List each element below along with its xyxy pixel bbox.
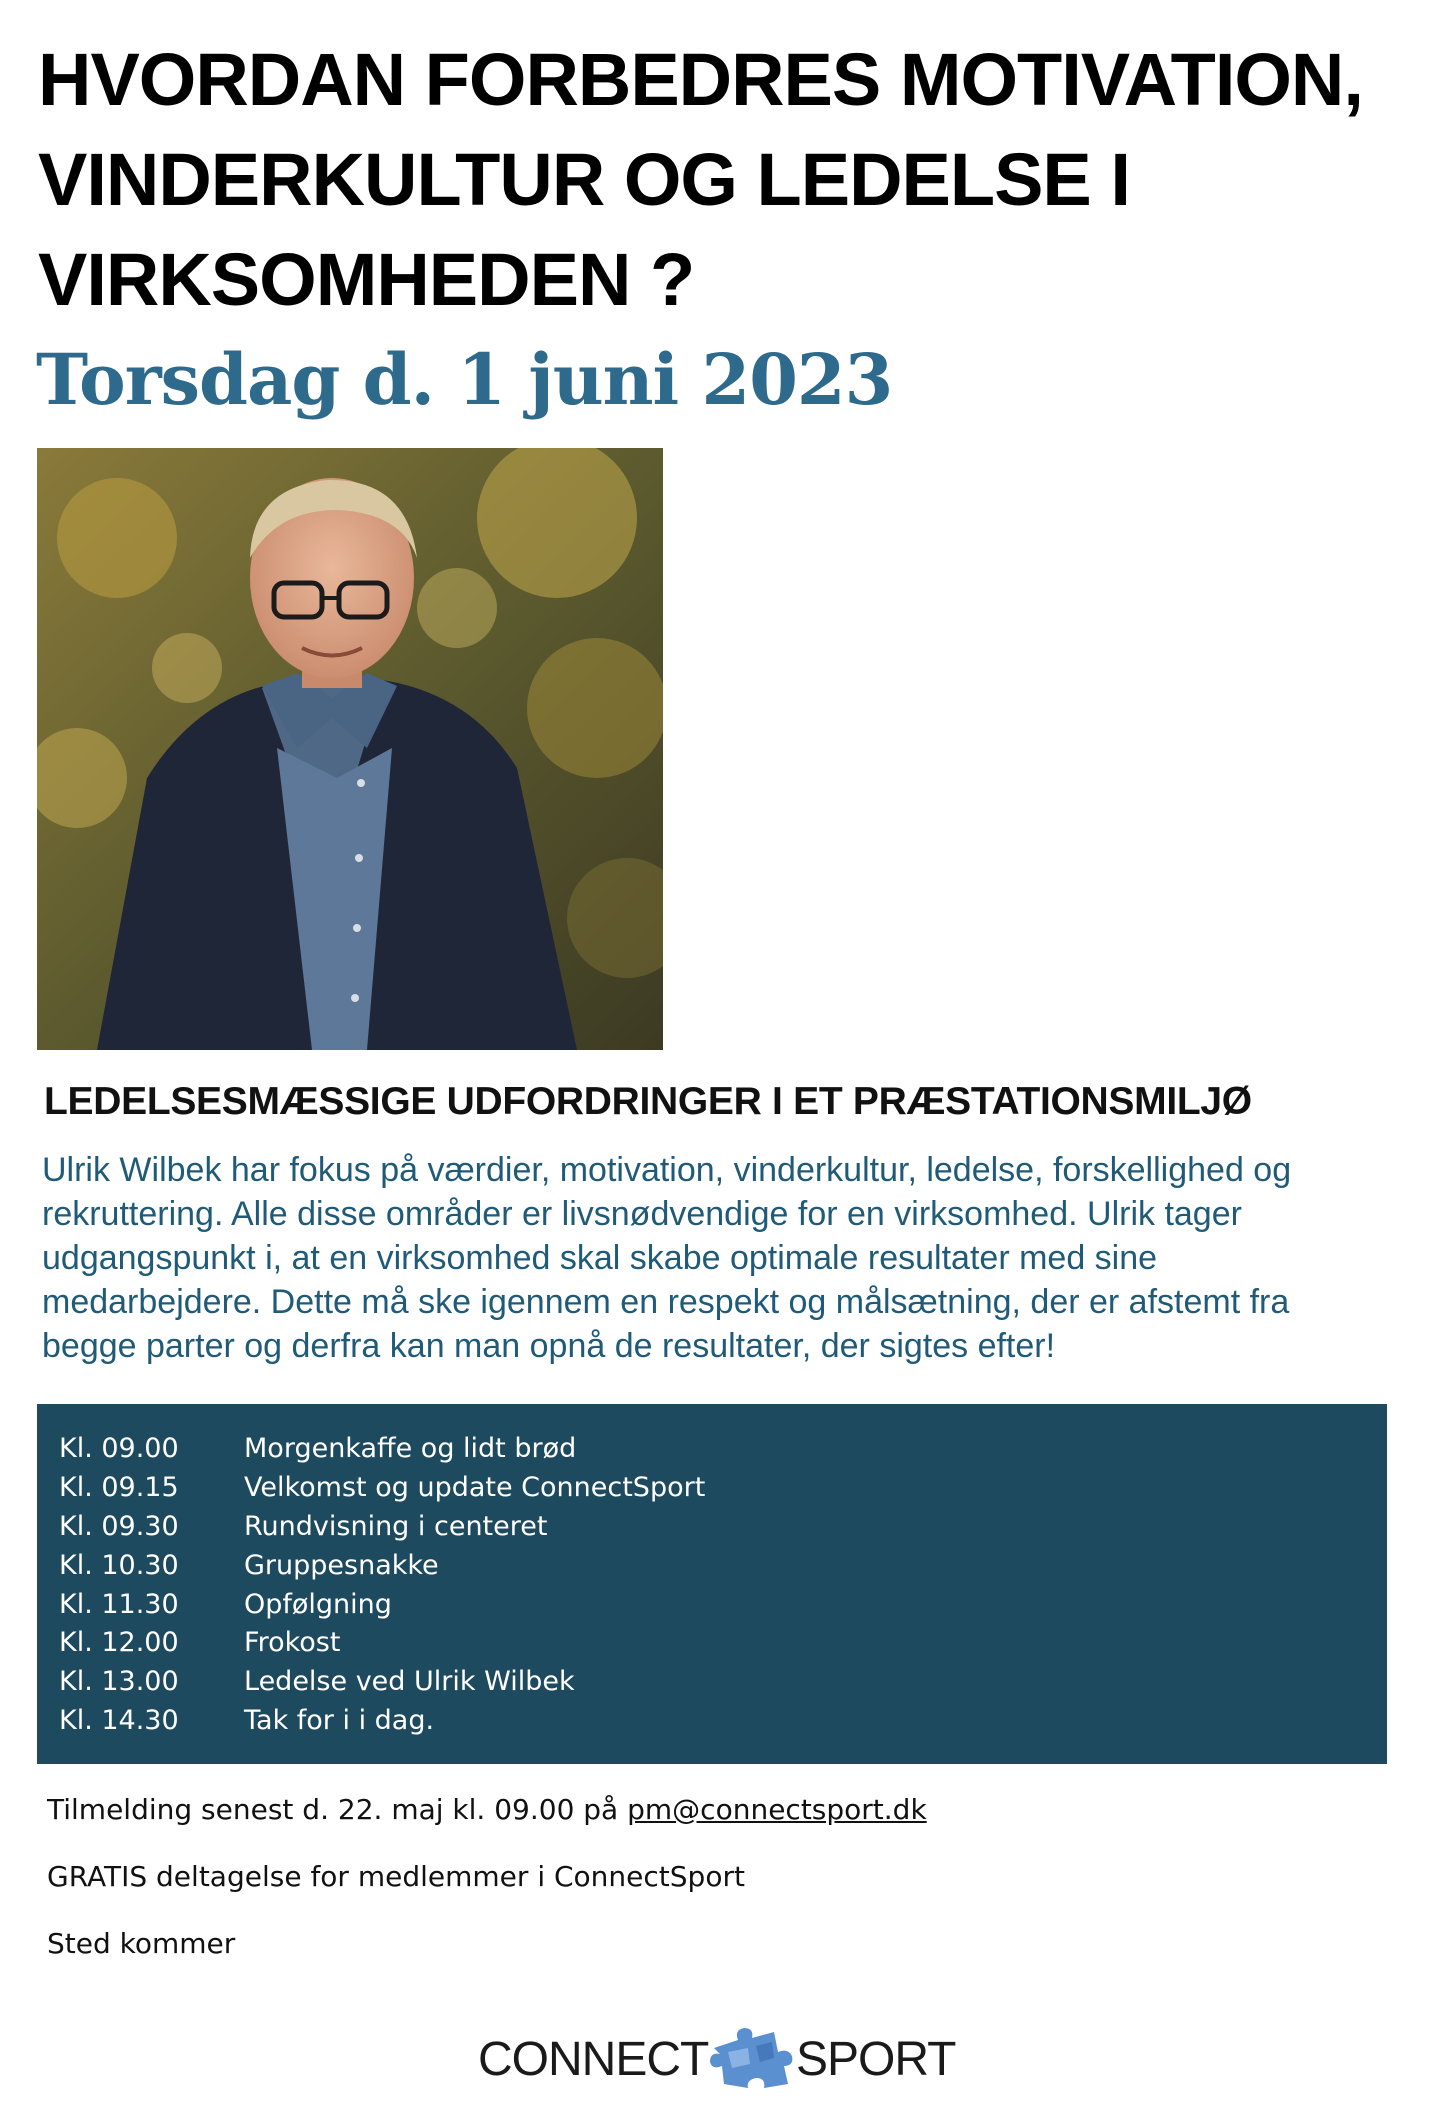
title-line-3: VIRKSOMHEDEN ? bbox=[38, 238, 695, 321]
connectsport-logo bbox=[478, 2024, 958, 2094]
title-line-2: VINDERKULTUR OG LEDELSE I bbox=[38, 138, 1130, 221]
schedule-time: Kl. 13.00 bbox=[59, 1666, 179, 1697]
schedule-activity: Velkomst og update ConnectSport bbox=[244, 1472, 706, 1503]
logo-word-connect: CONNECT bbox=[478, 2033, 709, 2086]
description-text bbox=[42, 1148, 1412, 1368]
free-note: GRATIS deltagelse for medlemmer i ConnectSport bbox=[47, 1860, 745, 1893]
puzzle-icon bbox=[704, 2026, 800, 2090]
email-link[interactable]: pm@connectsport.dk bbox=[627, 1793, 927, 1826]
schedule-activity: Ledelse ved Ulrik Wilbek bbox=[244, 1666, 575, 1697]
description-line: begge parter og derfra kan man opnå de resultater, der sigtes efter! bbox=[42, 1327, 1056, 1365]
schedule-activity: Frokost bbox=[244, 1627, 341, 1658]
speaker-photo bbox=[37, 448, 663, 1050]
schedule-time: Kl. 11.30 bbox=[59, 1589, 179, 1620]
schedule-time: Kl. 10.30 bbox=[59, 1550, 179, 1581]
schedule-time: Kl. 09.00 bbox=[59, 1433, 179, 1464]
schedule-activity: Tak for i i dag. bbox=[244, 1705, 435, 1736]
description-line: rekruttering. Alle disse områder er livsnødvendige for en virksomhed. Ulrik tager bbox=[42, 1195, 1242, 1233]
title-line-1: HVORDAN FORBEDRES MOTIVATION, bbox=[38, 38, 1363, 121]
section-heading: LEDELSESMÆSSIGE UDFORDRINGER I ET PRÆSTATIONSMILJØ bbox=[44, 1080, 1252, 1123]
schedule-box bbox=[37, 1404, 1387, 1764]
registration-text: Tilmelding senest d. 22. maj kl. 09.00 på bbox=[47, 1793, 628, 1826]
schedule-time: Kl. 14.30 bbox=[59, 1705, 179, 1736]
description-line: medarbejdere. Dette må ske igennem en respekt og målsætning, der er afstemt fra bbox=[42, 1283, 1290, 1321]
description-line: Ulrik Wilbek har fokus på værdier, motivation, vinderkultur, ledelse, forskellighed og bbox=[42, 1151, 1292, 1189]
registration-info bbox=[47, 1790, 927, 1830]
page-title bbox=[38, 30, 1418, 330]
location-note: Sted kommer bbox=[47, 1927, 236, 1960]
schedule-time: Kl. 09.30 bbox=[59, 1511, 179, 1542]
schedule-activity: Rundvisning i centeret bbox=[244, 1511, 548, 1542]
event-date: Torsdag d. 1 juni 2023 bbox=[36, 338, 893, 421]
logo-word-sport: SPORT bbox=[796, 2033, 956, 2086]
schedule-time: Kl. 09.15 bbox=[59, 1472, 179, 1503]
schedule-activity: Gruppesnakke bbox=[244, 1550, 439, 1581]
schedule-activity: Morgenkaffe og lidt brød bbox=[244, 1433, 577, 1464]
description-line: udgangspunkt i, at en virksomhed skal skabe optimale resultater med sine bbox=[42, 1239, 1158, 1277]
schedule-time: Kl. 12.00 bbox=[59, 1627, 179, 1658]
schedule-activity: Opfølgning bbox=[244, 1589, 392, 1620]
